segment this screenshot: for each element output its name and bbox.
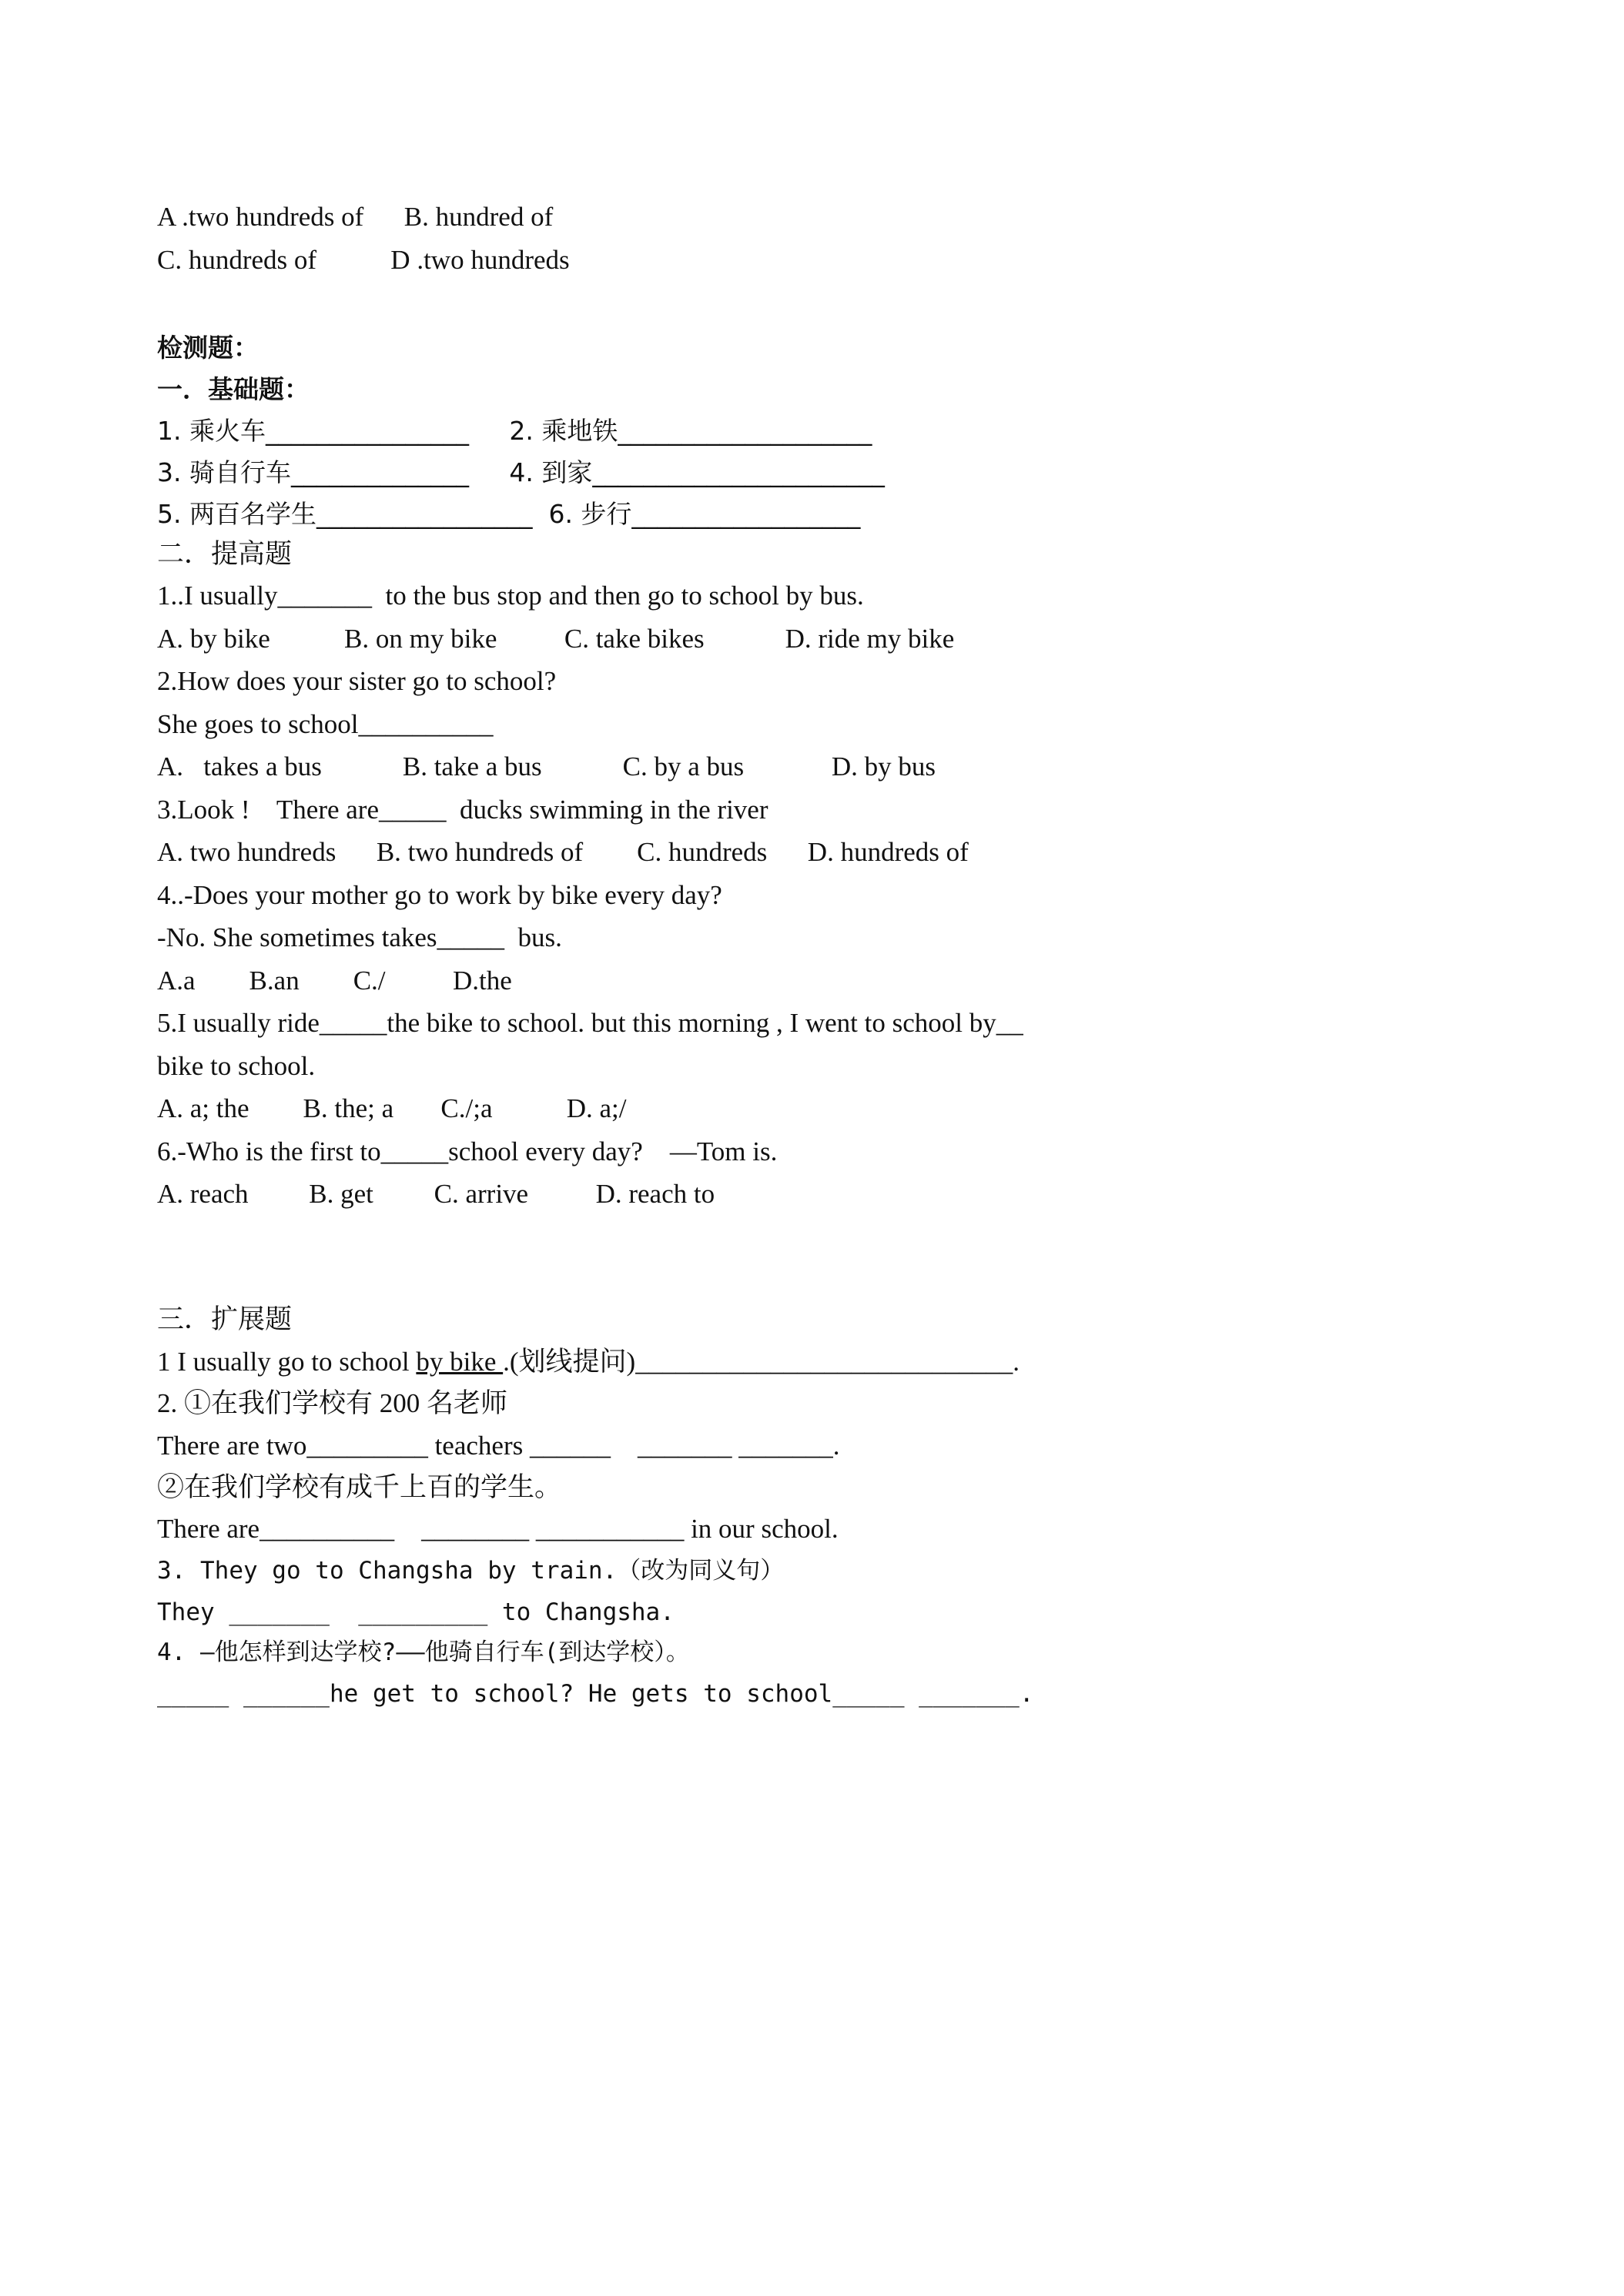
- question-4-options: A.a B.an C./ D.the: [157, 966, 512, 996]
- section-heading-improve: 二．提高题: [157, 539, 293, 569]
- basic-question-row-3: 5. 两百名学生_________________ 6. 步行__________________: [157, 499, 861, 529]
- question-5-options: A. a; the B. the; a C./;a D. a;/: [157, 1093, 627, 1123]
- question-6: 6.-Who is the first to_____school every day? —Tom is.: [157, 1136, 778, 1166]
- question-5-continued: bike to school.: [157, 1051, 316, 1081]
- extension-question-4-answer: _____ ______he get to school? He gets to school_____ _______.: [157, 1680, 1034, 1708]
- extension-question-2-answer-1: There are two_________ teachers ______ _______ _______.: [157, 1431, 840, 1461]
- options-line-1: A .two hundreds of B. hundred of: [157, 202, 554, 232]
- extension-question-3-answer: They _______ _________ to Changsha.: [157, 1598, 675, 1626]
- underlined-phrase: by bike: [416, 1347, 504, 1377]
- question-1: 1..I usually_______ to the bus stop and then go to school by bus.: [157, 581, 864, 611]
- question-3: 3.Look ! There are_____ ducks swimming in the river: [157, 795, 768, 825]
- question-4: 4..-Does your mother go to work by bike every day?: [157, 880, 722, 910]
- basic-question-row-2: 3. 骑自行车______________ 4. 到家_______________________: [157, 457, 885, 487]
- question-1-options: A. by bike B. on my bike C. take bikes D. ride my bike: [157, 624, 955, 654]
- question-2: 2.How does your sister go to school?: [157, 666, 557, 696]
- question-2-answer: She goes to school__________: [157, 709, 494, 739]
- extension-question-4: 4. —他怎样到达学校?——他骑自行车(到达学校）。: [157, 1638, 690, 1666]
- section-heading-extension: 三．扩展题: [157, 1304, 293, 1334]
- question-6-options: A. reach B. get C. arrive D. reach to: [157, 1179, 715, 1209]
- basic-question-row-1: 1. 乘火车________________ 2. 乘地铁____________________: [157, 416, 872, 446]
- section-title-test: 检测题：: [157, 333, 259, 363]
- section-heading-basic: 一．基础题：: [157, 374, 310, 404]
- extension-question-2-answer-2: There are__________ ________ ___________ in our school.: [157, 1514, 839, 1544]
- extension-question-2: 2. ①在我们学校有 200 名老师: [157, 1388, 508, 1418]
- question-3-options: A. two hundreds B. two hundreds of C. hundreds D. hundreds of: [157, 837, 969, 867]
- question-5: 5.I usually ride_____the bike to school. but this morning , I went to school by__: [157, 1008, 1023, 1038]
- extension-question-1: [157, 1347, 1020, 1377]
- question-4-answer: -No. She sometimes takes_____ bus.: [157, 922, 562, 952]
- extension-question-1-text: 1 I usually go to school: [157, 1347, 417, 1377]
- extension-question-2-part-2: ②在我们学校有成千上百的学生。: [157, 1472, 562, 1502]
- options-line-2: C. hundreds of D .two hundreds: [157, 245, 570, 275]
- extension-question-3: 3. They go to Changsha by train.（改为同义句）: [157, 1557, 785, 1585]
- question-2-options: A. takes a bus B. take a bus C. by a bus D. by bus: [157, 751, 936, 782]
- extension-question-1-instruction: .(划线提问)____________________________.: [503, 1347, 1020, 1377]
